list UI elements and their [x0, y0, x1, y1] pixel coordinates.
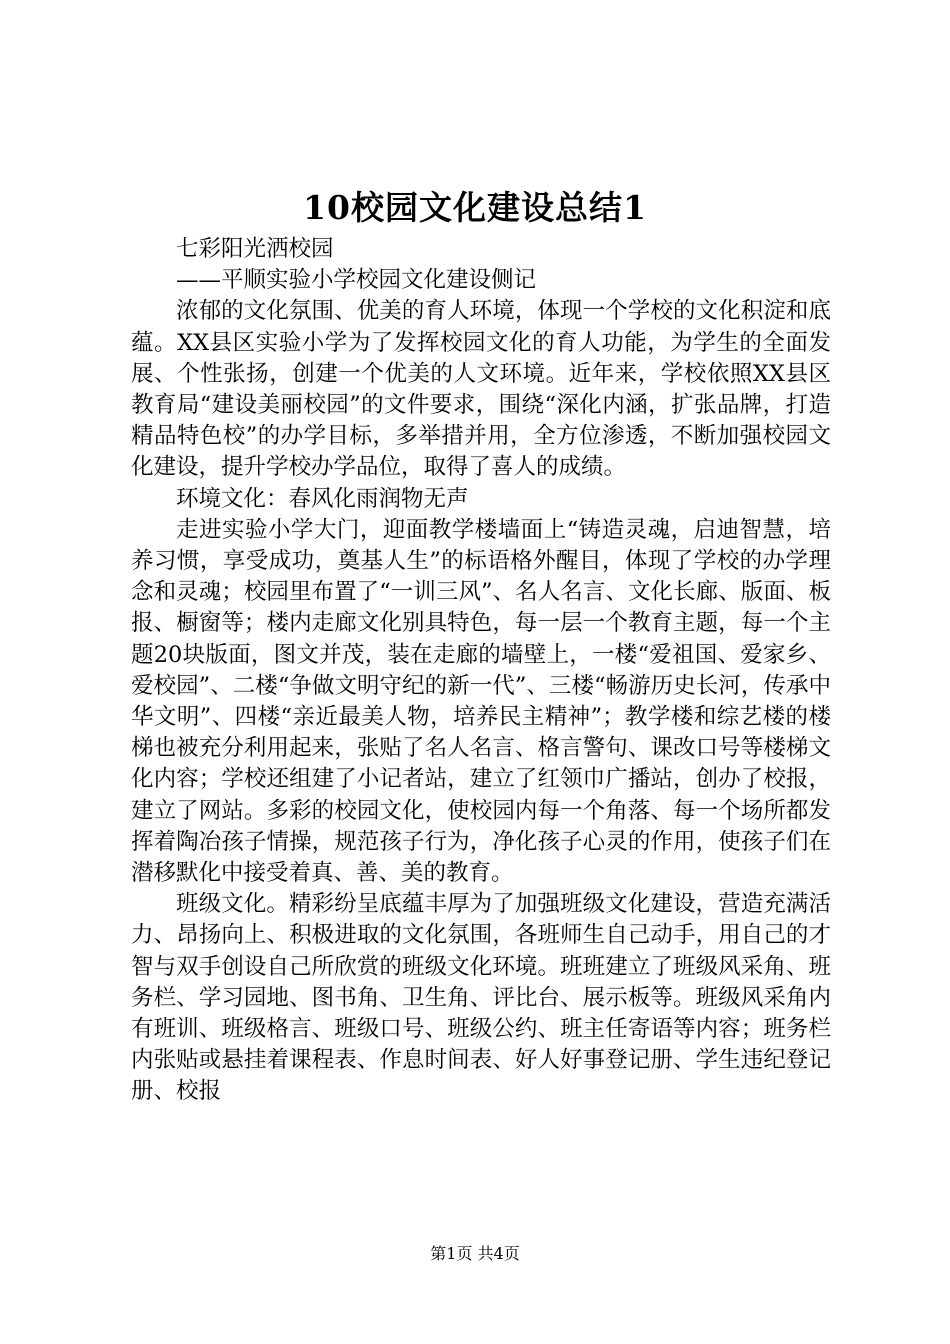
paragraph-class-culture: 班级文化。精彩纷呈底蕴丰厚为了加强班级文化建设，营造充满活力、昂扬向上、积极进取的文化氛围，各班师生自己动手，用自己的才智与双手创设自己所欣赏的班级文化环境。班班建立了班级风采角、班务栏、学习园地、图书角、卫生角、评比台、展示板等。班级风采角内有班训、班级格言、班级口号、班级公约、班主任寄语等内容；班务栏内张贴或悬挂着课程表、作息时间表、好人好事登记册、学生违纪登记册、校报: [131, 891, 831, 1105]
document-title: 10校园文化建设总结1: [303, 188, 647, 227]
paragraph-environment: 走进实验小学大门，迎面教学楼墙面上“铸造灵魂，启迪智慧，培养习惯，享受成功，奠基人生”的标语格外醒目，体现了学校的办学理念和灵魂；校园里布置了“一训三风”、名人名言、文化长廊、版面、板报、橱窗等；楼内走廊文化别具特色，每一层一个教育主题，每一个主题20块版面，图文并茂，装在走廊的墙壁上，一楼“爱祖国、爱家乡、爱校园”、二楼“争做文明守纪的新一代”、三楼“畅游历史长河，传承中华文明”、四楼“亲近最美人物，培养民主精神”；教学楼和综艺楼的楼梯也被充分利用起来，张贴了名人名言、格言警句、课改口号等楼梯文化内容；学校还组建了小记者站，建立了红领巾广播站，创办了校报，建立了网站。多彩的校园文化，使校园内每一个角落、每一个场所都发挥着陶冶孩子情操，规范孩子行为，净化孩子心灵的作用，使孩子们在潜移默化中接受着真、善、美的教育。: [131, 516, 831, 887]
section-heading-environment: 环境文化：春风化雨润物无声: [176, 485, 469, 512]
subtitle-subheading: ——平顺实验小学校园文化建设侧记: [176, 267, 537, 294]
document-body: [131, 234, 831, 1108]
paragraph-intro: 浓郁的文化氛围、优美的育人环境，体现一个学校的文化积淀和底蕴。XX县区实验小学为了发挥校园文化的育人功能，为学生的全面发展、个性张扬，创建一个优美的人文环境。近年来，学校依照XX县区教育局“建设美丽校园”的文件要求，围绕“深化内涵，扩张品牌，打造精品特色校”的办学目标，多举措并用，全方位渗透，不断加强校园文化建设，提升学校办学品位，取得了喜人的成绩。: [131, 298, 831, 481]
page-footer: 第1页 共4页: [430, 1244, 520, 1263]
subtitle-line: 七彩阳光洒校园: [176, 236, 334, 262]
